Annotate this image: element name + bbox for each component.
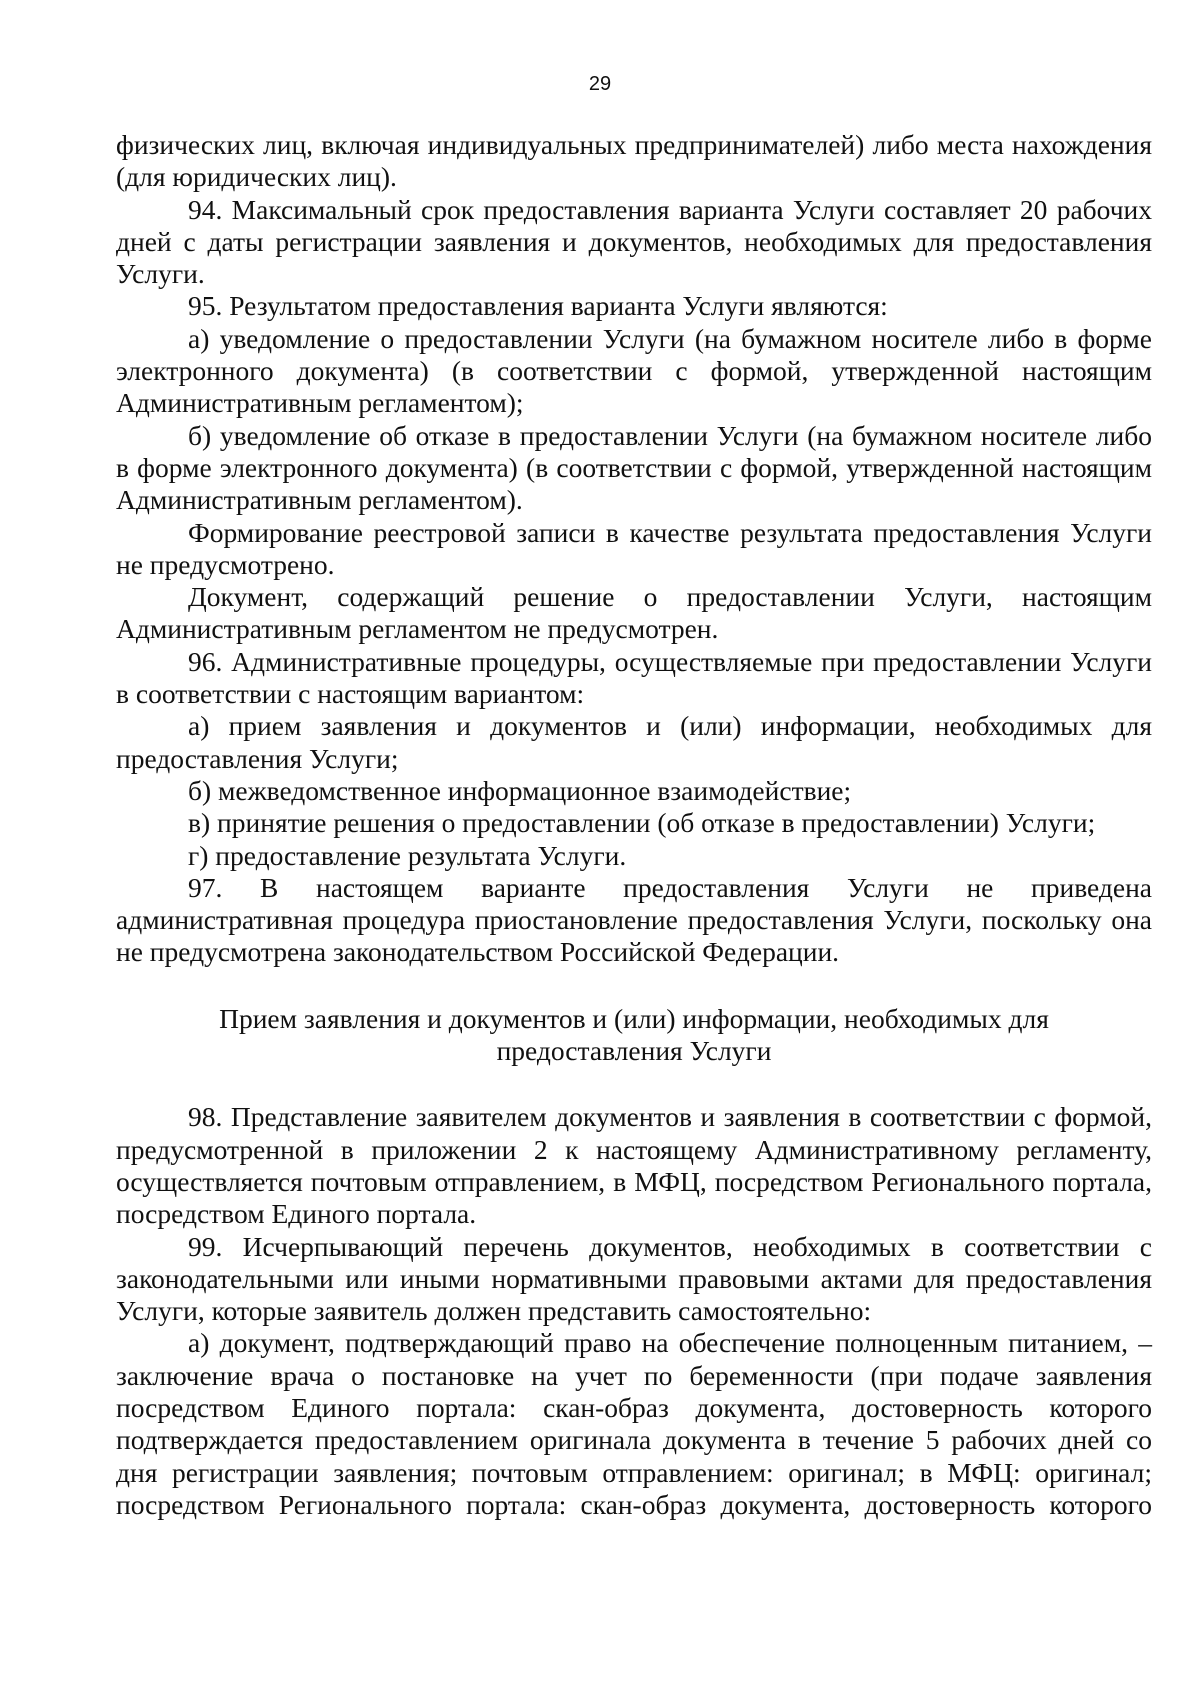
spacer [116, 969, 1152, 1003]
section-heading: Прием заявления и документов и (или) информации, необходимых для предоставления Услуги [219, 1002, 1049, 1067]
spacer [116, 1067, 1152, 1101]
paragraph-decision-document: Документ, содержащий решение о предоставлении Услуги, настоящим Административным регламентом не предусмотрен. [116, 581, 1152, 645]
paragraph-continuation: физических лиц, включая индивидуальных предпринимателей) либо места нахождения (для юридических лиц). [116, 129, 1152, 193]
paragraph-95-item-b: б) уведомление об отказе в предоставлении Услуги (на бумажном носителе либо в форме электронного документа) (в соответствии с формой, утвержденной настоящим Административным регламентом). [116, 419, 1152, 516]
paragraph-registry-record: Формирование реестровой записи в качестве результата предоставления Услуги не предусмотрено. [116, 516, 1152, 580]
paragraph-97: 97. В настоящем варианте предоставления Услуги не приведена административная процедура приостановление предоставления Услуги, поскольку она не предусмотрена законодательством Российской Федерации. [116, 871, 1152, 968]
paragraph-98: 98. Представление заявителем документов и заявления в соответствии с формой, предусмотренной в приложении 2 к настоящему Административному регламенту, осуществляется почтовым отправлением, в МФЦ, посредством Регионального портала, посредством Единого портала. [116, 1101, 1152, 1230]
paragraph-96-item-b: б) межведомственное информационное взаимодействие; [188, 774, 852, 806]
paragraph-96-item-v: в) принятие решения о предоставлении (об отказе в предоставлении) Услуги; [188, 807, 1096, 839]
paragraph-99-item-a: а) документ, подтверждающий право на обеспечение полноценным питанием, – заключение врача о постановке на учет по беременности (при подаче заявления посредством Единого портала: скан-образ документа, достоверность которого подтверждается предоставлением оригинала документа в течение 5 рабочих дней со дня регистрации заявления; почтовым отправлением: оригинал; в МФЦ: оригинал; посредством Регионального портала: скан-образ документа, достоверность которого [116, 1327, 1152, 1520]
paragraph-96: 96. Административные процедуры, осуществляемые при предоставлении Услуги в соответствии с настоящим вариантом: [116, 645, 1152, 710]
page-number: 29 [588, 73, 612, 95]
paragraph-94: 94. Максимальный срок предоставления варианта Услуги составляет 20 рабочих дней с даты регистрации заявления и документов, необходимых для предоставления Услуги. [116, 193, 1152, 290]
paragraph-95: 95. Результатом предоставления варианта Услуги являются: [188, 290, 888, 322]
paragraph-96-item-g: г) предоставление результата Услуги. [188, 839, 627, 871]
paragraph-95-item-a: а) уведомление о предоставлении Услуги (на бумажном носителе либо в форме электронного документа) (в соответствии с формой, утвержденной настоящим Административным регламентом); [116, 322, 1152, 419]
document-body [116, 129, 1152, 1521]
paragraph-99: 99. Исчерпывающий перечень документов, необходимых в соответствии с законодательными или иными нормативными правовыми актами для предоставления Услуги, которые заявитель должен представить самостоятельно: [116, 1230, 1152, 1327]
paragraph-96-item-a: а) прием заявления и документов и (или) информации, необходимых для предоставления Услуги; [116, 710, 1152, 774]
